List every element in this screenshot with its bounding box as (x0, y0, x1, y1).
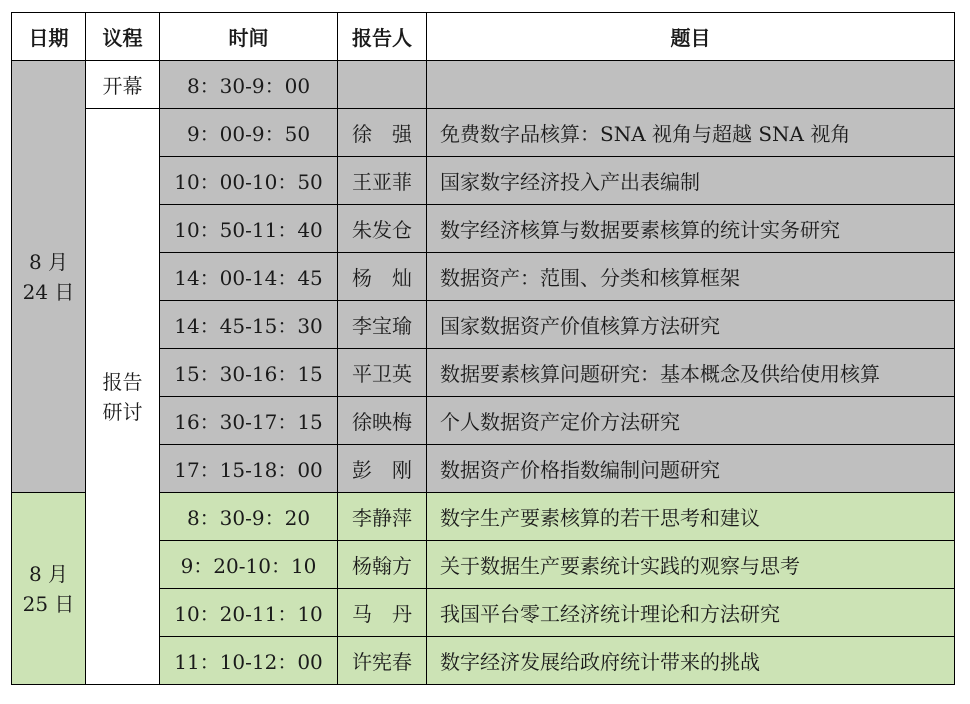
title-cell: 免费数字品核算：SNA 视角与超越 SNA 视角 (427, 109, 955, 157)
time-cell: 14：00-14：45 (160, 253, 338, 301)
day-cell-aug24 (12, 61, 86, 493)
header-row (12, 13, 955, 61)
title-cell: 数据资产：范围、分类和核算框架 (427, 253, 955, 301)
agenda-session-line1: 报告 (102, 369, 143, 394)
time-cell: 10：00-10：50 (160, 157, 338, 205)
time-cell: 15：30-16：15 (160, 349, 338, 397)
header-date: 日期 (12, 13, 86, 61)
title-cell: 数字生产要素核算的若干思考和建议 (427, 493, 955, 541)
header-speaker: 报告人 (338, 13, 427, 61)
time-cell: 17：15-18：00 (160, 445, 338, 493)
title-cell: 数字经济发展给政府统计带来的挑战 (427, 637, 955, 685)
time-cell: 10：50-11：40 (160, 205, 338, 253)
speaker-cell: 彭 刚 (338, 445, 427, 493)
day-month-label: 8 月 (28, 249, 69, 274)
time-cell: 11：10-12：00 (160, 637, 338, 685)
speaker-cell: 徐 强 (338, 109, 427, 157)
title-cell: 国家数据资产价值核算方法研究 (427, 301, 955, 349)
time-cell: 10：20-11：10 (160, 589, 338, 637)
title-cell: 数据要素核算问题研究：基本概念及供给使用核算 (427, 349, 955, 397)
header-title: 题目 (427, 13, 955, 61)
speaker-cell: 许宪春 (338, 637, 427, 685)
speaker-cell: 平卫英 (338, 349, 427, 397)
title-cell: 数字经济核算与数据要素核算的统计实务研究 (427, 205, 955, 253)
agenda-session-line2: 研讨 (102, 399, 143, 424)
speaker-cell (338, 61, 427, 109)
table-row (12, 109, 955, 157)
title-cell (427, 61, 955, 109)
header-agenda: 议程 (86, 13, 160, 61)
speaker-cell: 杨翰方 (338, 541, 427, 589)
speaker-cell: 李静萍 (338, 493, 427, 541)
speaker-cell: 徐映梅 (338, 397, 427, 445)
speaker-cell: 马 丹 (338, 589, 427, 637)
day-date-label: 24 日 (22, 279, 75, 304)
agenda-session (86, 109, 160, 685)
day-month-label: 8 月 (28, 561, 69, 586)
time-cell: 8：30-9：20 (160, 493, 338, 541)
speaker-cell: 王亚菲 (338, 157, 427, 205)
day-date-label: 25 日 (22, 591, 75, 616)
time-cell: 8：30-9：00 (160, 61, 338, 109)
agenda-opening: 开幕 (86, 61, 160, 109)
day-cell-aug25 (12, 493, 86, 685)
table-row (12, 61, 955, 109)
title-cell: 我国平台零工经济统计理论和方法研究 (427, 589, 955, 637)
speaker-cell: 李宝瑜 (338, 301, 427, 349)
speaker-cell: 杨 灿 (338, 253, 427, 301)
title-cell: 数据资产价格指数编制问题研究 (427, 445, 955, 493)
time-cell: 14：45-15：30 (160, 301, 338, 349)
title-cell: 国家数字经济投入产出表编制 (427, 157, 955, 205)
conference-schedule-table (11, 12, 955, 685)
time-cell: 16：30-17：15 (160, 397, 338, 445)
title-cell: 个人数据资产定价方法研究 (427, 397, 955, 445)
speaker-cell: 朱发仓 (338, 205, 427, 253)
time-cell: 9：00-9：50 (160, 109, 338, 157)
title-cell: 关于数据生产要素统计实践的观察与思考 (427, 541, 955, 589)
header-time: 时间 (160, 13, 338, 61)
time-cell: 9：20-10：10 (160, 541, 338, 589)
